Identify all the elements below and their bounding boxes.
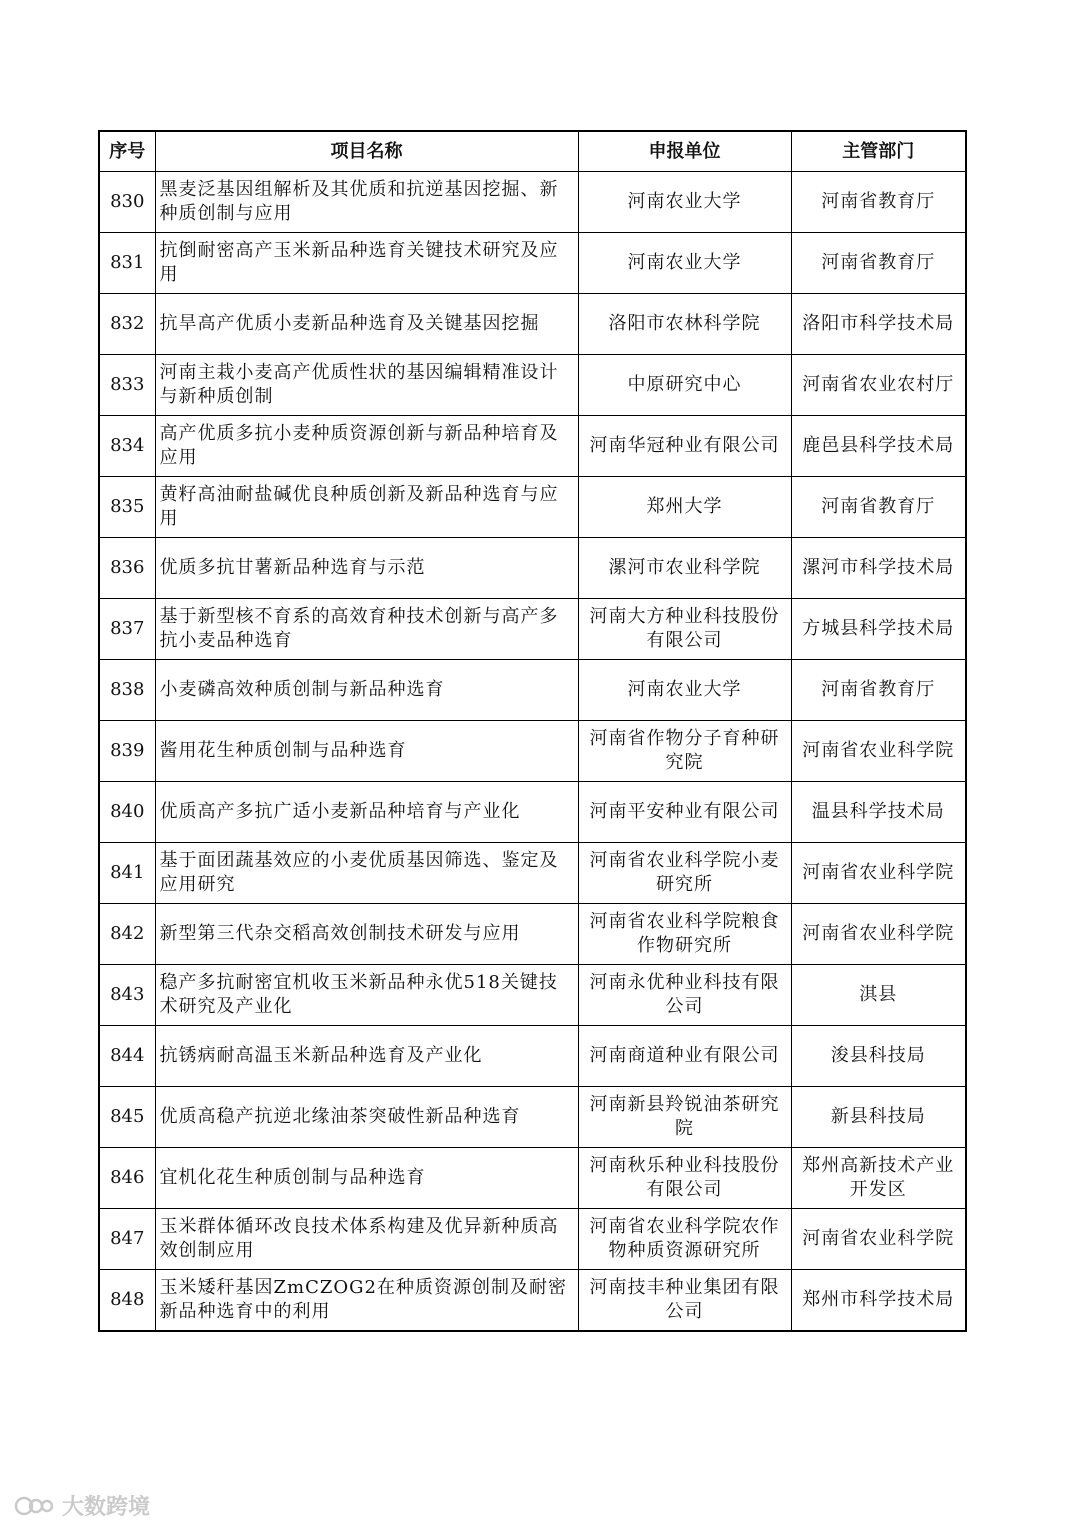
table-row [99, 1087, 966, 1148]
row-unit: 河南新县羚锐油茶研究院 [578, 1087, 791, 1148]
row-project-name: 玉米矮秆基因ZmCZOG2在种质资源创制及耐密新品种选育中的利用 [155, 1270, 578, 1332]
table-row [99, 416, 966, 477]
row-project-name: 优质多抗甘薯新品种选育与示范 [155, 538, 578, 599]
row-unit: 河南省农业科学院粮食作物研究所 [578, 904, 791, 965]
header-dept: 主管部门 [791, 131, 966, 172]
table-header-row [99, 131, 966, 172]
row-index: 837 [99, 599, 155, 660]
row-unit: 河南省作物分子育种研究院 [578, 721, 791, 782]
row-dept: 方城县科学技术局 [791, 599, 966, 660]
row-dept: 郑州市科学技术局 [791, 1270, 966, 1332]
table-row [99, 355, 966, 416]
row-unit: 漯河市农业科学院 [578, 538, 791, 599]
row-project-name: 基于面团蔬基效应的小麦优质基因筛选、鉴定及应用研究 [155, 843, 578, 904]
row-dept: 河南省教育厅 [791, 233, 966, 294]
row-dept: 河南省农业科学院 [791, 1209, 966, 1270]
row-unit: 洛阳市农林科学院 [578, 294, 791, 355]
table-row [99, 233, 966, 294]
table-row [99, 599, 966, 660]
watermark-text: 大数跨境 [62, 1495, 151, 1520]
table-row [99, 782, 966, 843]
table-row [99, 172, 966, 233]
row-index: 830 [99, 172, 155, 233]
row-dept: 浚县科技局 [791, 1026, 966, 1087]
row-project-name: 基于新型核不育系的高效育种技术创新与高产多抗小麦品种选育 [155, 599, 578, 660]
row-index: 842 [99, 904, 155, 965]
table-row [99, 965, 966, 1026]
row-project-name: 抗旱高产优质小麦新品种选育及关键基因挖掘 [155, 294, 578, 355]
row-project-name: 抗倒耐密高产玉米新品种选育关键技术研究及应用 [155, 233, 578, 294]
row-project-name: 优质高产多抗广适小麦新品种培育与产业化 [155, 782, 578, 843]
row-index: 834 [99, 416, 155, 477]
row-index: 831 [99, 233, 155, 294]
row-unit: 河南省农业科学院小麦研究所 [578, 843, 791, 904]
row-project-name: 宜机化花生种质创制与品种选育 [155, 1148, 578, 1209]
row-index: 844 [99, 1026, 155, 1087]
row-project-name: 稳产多抗耐密宜机收玉米新品种永优518关键技术研究及产业化 [155, 965, 578, 1026]
row-dept: 河南省农业科学院 [791, 843, 966, 904]
table-row [99, 660, 966, 721]
table-row [99, 477, 966, 538]
watermark [14, 1490, 150, 1521]
table-row [99, 843, 966, 904]
row-index: 833 [99, 355, 155, 416]
row-index: 848 [99, 1270, 155, 1332]
row-unit: 河南大方种业科技股份有限公司 [578, 599, 791, 660]
row-unit: 河南秋乐种业科技股份有限公司 [578, 1148, 791, 1209]
row-project-name: 高产优质多抗小麦种质资源创新与新品种培育及应用 [155, 416, 578, 477]
row-dept: 鹿邑县科学技术局 [791, 416, 966, 477]
header-name: 项目名称 [155, 131, 578, 172]
project-table [98, 130, 967, 1332]
row-index: 843 [99, 965, 155, 1026]
table-row [99, 1270, 966, 1332]
row-unit: 郑州大学 [578, 477, 791, 538]
row-index: 846 [99, 1148, 155, 1209]
header-index: 序号 [99, 131, 155, 172]
row-dept: 淇县 [791, 965, 966, 1026]
row-index: 835 [99, 477, 155, 538]
row-unit: 河南省农业科学院农作物种质资源研究所 [578, 1209, 791, 1270]
row-dept: 河南省农业农村厅 [791, 355, 966, 416]
row-index: 838 [99, 660, 155, 721]
table-row [99, 1209, 966, 1270]
row-unit: 河南华冠种业有限公司 [578, 416, 791, 477]
row-index: 836 [99, 538, 155, 599]
row-unit: 河南农业大学 [578, 660, 791, 721]
row-dept: 郑州高新技术产业开发区 [791, 1148, 966, 1209]
table-row [99, 538, 966, 599]
row-dept: 洛阳市科学技术局 [791, 294, 966, 355]
row-project-name: 玉米群体循环改良技术体系构建及优异新种质高效创制应用 [155, 1209, 578, 1270]
row-index: 847 [99, 1209, 155, 1270]
table-row [99, 294, 966, 355]
row-dept: 河南省教育厅 [791, 477, 966, 538]
row-unit: 河南平安种业有限公司 [578, 782, 791, 843]
row-unit: 河南技丰种业集团有限公司 [578, 1270, 791, 1332]
row-unit: 河南商道种业有限公司 [578, 1026, 791, 1087]
row-project-name: 抗锈病耐高温玉米新品种选育及产业化 [155, 1026, 578, 1087]
row-index: 845 [99, 1087, 155, 1148]
row-unit: 河南农业大学 [578, 172, 791, 233]
row-unit: 河南永优种业科技有限公司 [578, 965, 791, 1026]
row-index: 840 [99, 782, 155, 843]
table-row [99, 1026, 966, 1087]
row-project-name: 新型第三代杂交稻高效创制技术研发与应用 [155, 904, 578, 965]
row-dept: 新县科技局 [791, 1087, 966, 1148]
row-dept: 河南省农业科学院 [791, 904, 966, 965]
row-index: 839 [99, 721, 155, 782]
row-dept: 河南省农业科学院 [791, 721, 966, 782]
table-row [99, 1148, 966, 1209]
header-unit: 申报单位 [578, 131, 791, 172]
row-index: 841 [99, 843, 155, 904]
row-project-name: 酱用花生种质创制与品种选育 [155, 721, 578, 782]
row-project-name: 黄籽高油耐盐碱优良种质创新及新品种选育与应用 [155, 477, 578, 538]
brand-logo-icon [14, 1493, 56, 1519]
table-row [99, 721, 966, 782]
row-dept: 漯河市科学技术局 [791, 538, 966, 599]
row-project-name: 小麦磷高效种质创制与新品种选育 [155, 660, 578, 721]
row-dept: 河南省教育厅 [791, 172, 966, 233]
row-unit: 河南农业大学 [578, 233, 791, 294]
row-index: 832 [99, 294, 155, 355]
row-dept: 河南省教育厅 [791, 660, 966, 721]
table-row [99, 904, 966, 965]
row-project-name: 优质高稳产抗逆北缘油茶突破性新品种选育 [155, 1087, 578, 1148]
row-dept: 温县科学技术局 [791, 782, 966, 843]
row-project-name: 黑麦泛基因组解析及其优质和抗逆基因挖掘、新种质创制与应用 [155, 172, 578, 233]
row-unit: 中原研究中心 [578, 355, 791, 416]
row-project-name: 河南主栽小麦高产优质性状的基因编辑精准设计与新种质创制 [155, 355, 578, 416]
